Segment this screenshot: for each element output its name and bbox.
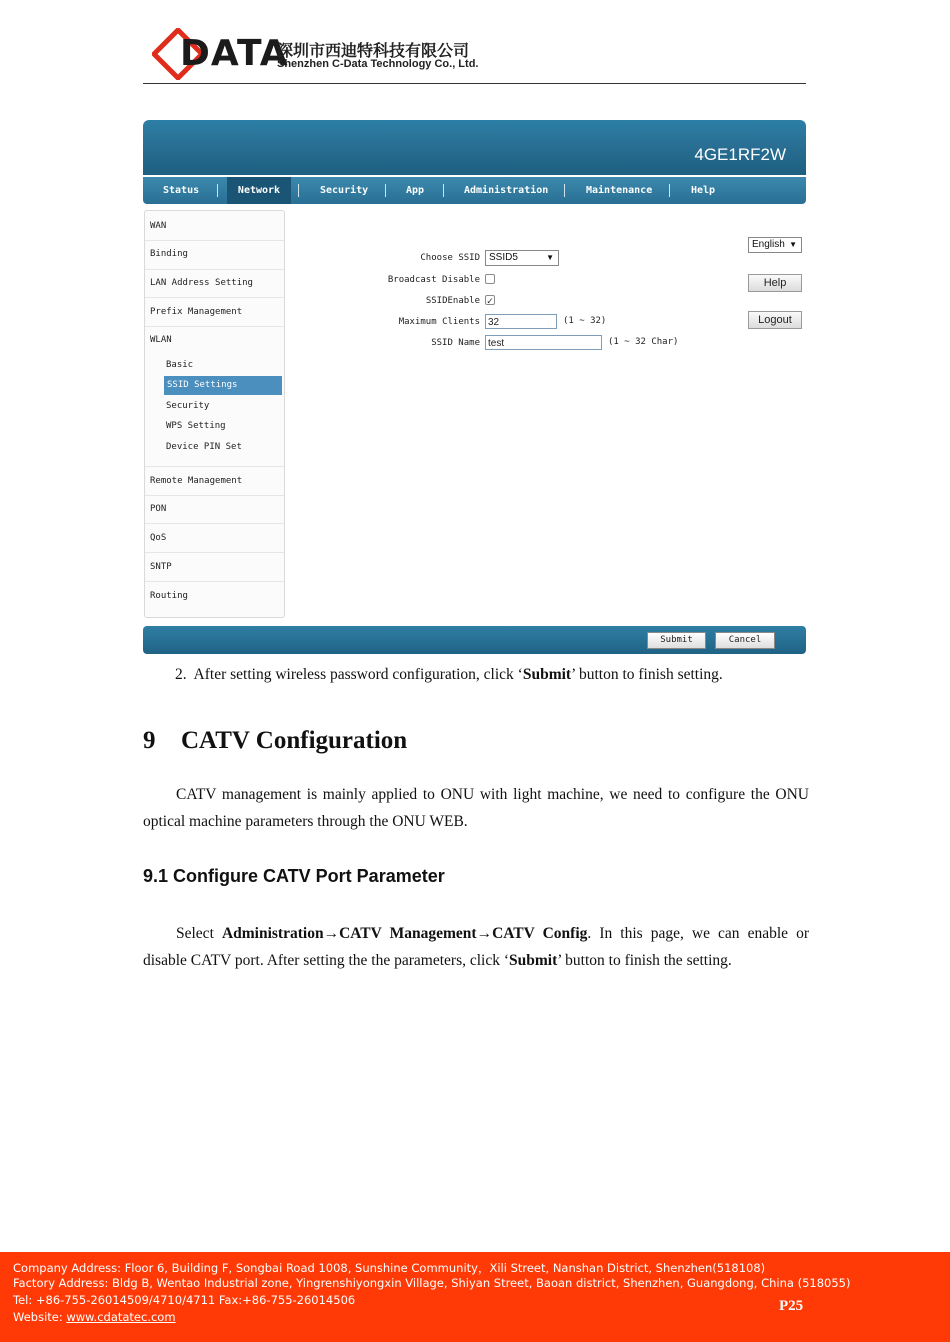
router-sidebar <box>144 210 285 618</box>
nav-maintenance[interactable]: Maintenance <box>586 185 653 196</box>
nav-separator <box>217 184 218 197</box>
step-number: 2. <box>175 666 187 683</box>
select-bold: Submit <box>509 952 558 969</box>
router-nav-bar <box>143 177 806 204</box>
sidebar-sub-basic[interactable]: Basic <box>166 360 194 370</box>
submit-button[interactable]: Submit <box>647 632 706 649</box>
select-end: ’ button to finish the setting. <box>557 952 732 969</box>
arrow-icon: → <box>323 925 340 942</box>
nav-separator <box>385 184 386 197</box>
sidebar-divider <box>145 297 284 298</box>
step-text-pre: After setting wireless password configuration, click ‘ <box>193 666 523 683</box>
ssid-name-hint: (1 ~ 32 Char) <box>608 337 679 347</box>
sidebar-divider <box>145 326 284 327</box>
sidebar-divider <box>145 269 284 270</box>
website-line <box>13 1310 176 1324</box>
max-clients-label: Maximum Clients <box>398 317 480 327</box>
sidebar-item-routing[interactable]: Routing <box>150 591 188 601</box>
path-catv-config: CATV Config <box>492 925 588 942</box>
nav-network[interactable]: Network <box>227 177 291 204</box>
header-divider <box>143 83 806 84</box>
company-name-en: Shenzhen C-Data Technology Co., Ltd. <box>277 58 479 70</box>
website-label: Website: <box>13 1310 67 1324</box>
choose-ssid-label: Choose SSID <box>420 253 480 263</box>
intro-paragraph <box>143 781 809 835</box>
help-button[interactable]: Help <box>748 274 802 292</box>
sidebar-item-wlan[interactable]: WLAN <box>150 335 172 345</box>
max-clients-input[interactable]: 32 <box>485 314 557 329</box>
device-model: 4GE1RF2W <box>694 145 786 164</box>
sidebar-sub-security[interactable]: Security <box>166 401 210 411</box>
path-administration: Administration <box>221 925 324 942</box>
broadcast-disable-label: Broadcast Disable <box>387 275 480 285</box>
logout-button[interactable]: Logout <box>748 311 802 329</box>
sidebar-sub-ssid-settings[interactable]: SSID Settings <box>164 376 282 395</box>
cancel-button[interactable]: Cancel <box>715 632 775 649</box>
select-paragraph <box>143 920 809 974</box>
nav-administration[interactable]: Administration <box>464 185 549 196</box>
ssid-name-input[interactable]: test <box>485 335 602 350</box>
sidebar-item-sntp[interactable]: SNTP <box>150 562 172 572</box>
sidebar-item-binding[interactable]: Binding <box>150 249 188 259</box>
sidebar-divider <box>145 581 284 582</box>
ssid-name-label: SSID Name <box>431 338 480 348</box>
sidebar-divider <box>145 523 284 524</box>
sidebar-divider <box>145 240 284 241</box>
sidebar-item-pon[interactable]: PON <box>150 504 167 514</box>
ssid-enable-checkbox[interactable]: ✓ <box>486 296 494 306</box>
router-action-bar <box>143 626 806 654</box>
nav-separator <box>564 184 565 197</box>
router-banner <box>143 120 806 175</box>
logo-mark: DATA <box>180 33 289 74</box>
sidebar-item-remote-management[interactable]: Remote Management <box>150 476 243 486</box>
intro-text: CATV management is mainly applied to ONU with light machine, we need to configure the ONU optical machine parameters through the ONU WEB. <box>143 786 809 830</box>
nav-app[interactable]: App <box>406 185 425 196</box>
section-heading <box>143 727 407 755</box>
company-name-cn: 深圳市西迪特科技有限公司 <box>277 41 470 60</box>
nav-separator <box>443 184 444 197</box>
phone-fax: Tel: +86-755-26014509/4710/4711 Fax:+86-755-26014506 <box>13 1293 356 1307</box>
section-title: CATV Configuration <box>181 727 408 754</box>
nav-separator <box>298 184 299 197</box>
choose-ssid-select[interactable] <box>485 250 559 266</box>
nav-security[interactable]: Security <box>320 185 369 196</box>
sidebar-item-lan-address[interactable]: LAN Address Setting <box>150 278 253 288</box>
sidebar-item-wan[interactable]: WAN <box>150 221 167 231</box>
sidebar-divider <box>145 495 284 496</box>
max-clients-hint: (1 ~ 32) <box>563 316 607 326</box>
choose-ssid-value: SSID5 <box>489 252 518 263</box>
router-ui-screenshot <box>143 120 806 655</box>
select-word: Select <box>176 925 222 942</box>
language-value: English <box>752 239 785 250</box>
sidebar-sub-device-pin[interactable]: Device PIN Set <box>166 442 242 452</box>
section-number: 9 <box>143 727 156 754</box>
sidebar-item-prefix[interactable]: Prefix Management <box>150 307 243 317</box>
page-number: P25 <box>779 1298 804 1314</box>
sidebar-divider <box>145 466 284 467</box>
sidebar-item-qos[interactable]: QoS <box>150 533 167 543</box>
sidebar-divider <box>145 552 284 553</box>
nav-help[interactable]: Help <box>691 185 716 196</box>
select-rest: . In this page, we can enable or disable CATV port. After setting the the parameters, click ‘ <box>143 925 809 969</box>
company-logo <box>152 28 479 84</box>
step-2-text <box>175 666 723 684</box>
language-select[interactable] <box>748 237 802 253</box>
step-text-bold: Submit <box>522 666 572 683</box>
step-text-post: ’ button to finish setting. <box>571 666 723 683</box>
factory-address: Factory Address: Bldg B, Wentao Industrial zone, Yingrenshiyongxin Village, Shiyan Street, Baoan district, Shenzhen, Guangdong, China (518055) <box>13 1276 851 1290</box>
sidebar-sub-wps[interactable]: WPS Setting <box>166 421 226 431</box>
broadcast-disable-checkbox[interactable] <box>485 274 495 284</box>
dropdown-arrow-icon: ▼ <box>546 253 554 262</box>
path-catv-management: CATV Management <box>339 925 477 942</box>
nav-separator <box>669 184 670 197</box>
company-address: Company Address: Floor 6, Building F, Songbai Road 1008, Sunshine Community，Xili Street, Nanshan District, Shenzhen(518108) <box>13 1261 766 1275</box>
subsection-heading: 9.1 Configure CATV Port Parameter <box>143 866 445 886</box>
nav-status[interactable]: Status <box>163 185 200 196</box>
arrow-icon: → <box>476 925 493 942</box>
ssid-enable-label: SSIDEnable <box>425 296 480 306</box>
dropdown-arrow-icon: ▼ <box>789 240 797 249</box>
website-link[interactable]: www.cdatatec.com <box>66 1310 176 1324</box>
